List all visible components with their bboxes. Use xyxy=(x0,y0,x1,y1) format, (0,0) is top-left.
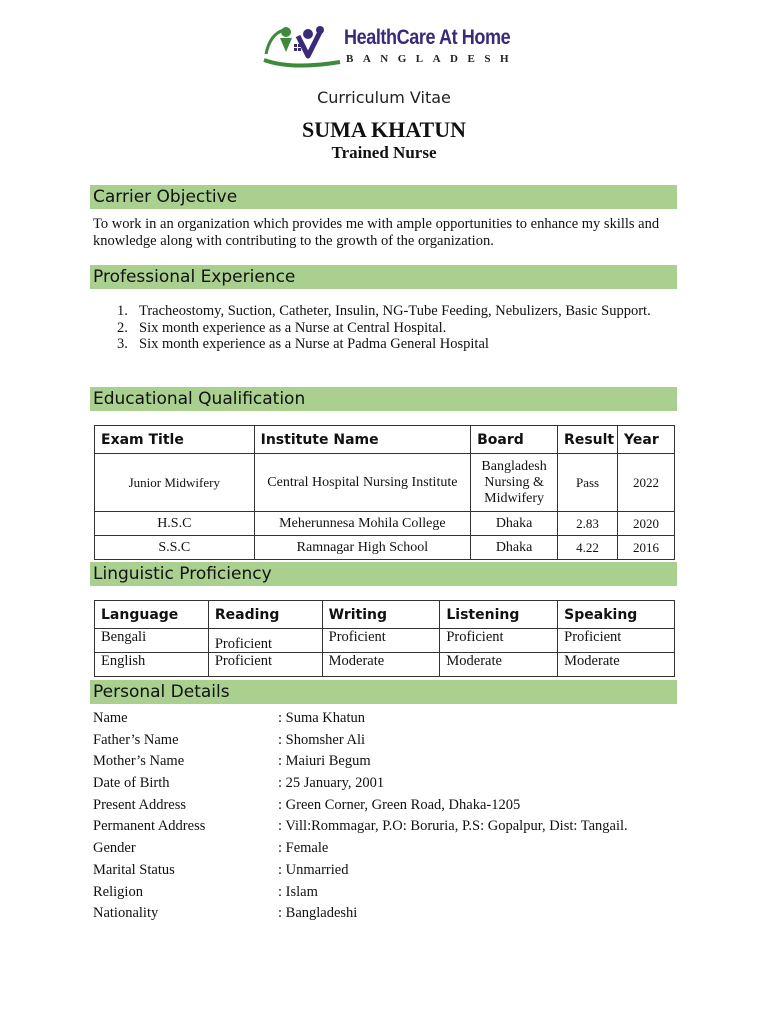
table-cell: 2.83 xyxy=(558,512,618,536)
table-cell: 2020 xyxy=(618,512,675,536)
company-logo xyxy=(262,24,522,72)
candidate-role: Trained Nurse xyxy=(331,143,437,162)
section-languages: Linguistic Proficiency xyxy=(90,562,677,586)
column-header: Writing xyxy=(322,601,440,629)
table-cell: Meherunnesa Mohila College xyxy=(254,512,471,536)
list-number: 2. xyxy=(117,319,128,336)
detail-label: Gender xyxy=(93,840,136,857)
document-label: Curriculum Vitae xyxy=(317,88,451,107)
detail-label: Nationality xyxy=(93,905,159,922)
list-item xyxy=(93,303,653,320)
table-row xyxy=(95,512,675,536)
table-cell: Moderate xyxy=(558,653,675,677)
section-personal: Personal Details xyxy=(90,680,677,704)
language-table xyxy=(94,600,675,677)
column-header: Reading xyxy=(208,601,322,629)
table-cell: 4.22 xyxy=(558,536,618,560)
column-header: Result xyxy=(558,426,618,454)
section-education: Educational Qualification xyxy=(90,387,677,411)
column-header: Speaking xyxy=(558,601,675,629)
detail-value: : Green Corner, Green Road, Dhaka-1205 xyxy=(278,796,521,813)
table-row xyxy=(95,454,675,512)
table-cell: 2022 xyxy=(618,454,675,512)
table-header-row xyxy=(95,426,675,454)
table-cell: Proficient xyxy=(440,629,558,653)
column-header: Board xyxy=(471,426,558,454)
detail-label: Religion xyxy=(93,883,143,900)
detail-value: : Vill:Rommagar, P.O: Boruria, P.S: Gopalpur, Dist: Tangail. xyxy=(278,818,628,835)
objective-text: To work in an organization which provides me with ample opportunities to enhance my skills and knowledge along with contributing to the growth of the organization. xyxy=(93,216,660,249)
table-cell: Central Hospital Nursing Institute xyxy=(254,454,471,512)
candidate-name: SUMA KHATUN xyxy=(302,117,466,142)
detail-label: Permanent Address xyxy=(93,818,206,835)
column-header: Exam Title xyxy=(95,426,255,454)
list-item xyxy=(93,320,653,337)
detail-value: : Unmarried xyxy=(278,861,349,878)
detail-value: : Suma Khatun xyxy=(278,710,365,726)
detail-value: : Maiuri Begum xyxy=(278,753,371,770)
detail-label: Name xyxy=(93,710,128,726)
table-cell: English xyxy=(95,653,209,677)
column-header: Language xyxy=(95,601,209,629)
table-cell: Proficient xyxy=(558,629,675,653)
table-cell: 2016 xyxy=(618,536,675,560)
table-cell: S.S.C xyxy=(95,536,255,560)
brand-country: BANGLADESH xyxy=(346,53,519,65)
table-cell: Bengali xyxy=(95,629,209,653)
table-cell: Dhaka xyxy=(471,536,558,560)
table-cell: Proficient xyxy=(208,653,322,677)
detail-value: : Bangladeshi xyxy=(278,905,358,922)
detail-value: : Shomsher Ali xyxy=(278,731,366,748)
section-experience: Professional Experience xyxy=(90,265,677,289)
brand-name: HealthCare At Home xyxy=(344,26,511,49)
detail-label: Date of Birth xyxy=(93,775,170,792)
detail-label: Father’s Name xyxy=(93,731,179,748)
healthcare-logo-icon xyxy=(262,24,342,70)
table-cell: Ramnagar High School xyxy=(254,536,471,560)
list-text: Tracheostomy, Suction, Catheter, Insulin, NG-Tube Feeding, Nebulizers, Basic Support. xyxy=(139,303,651,319)
detail-label: Marital Status xyxy=(93,861,175,878)
table-cell: Proficient xyxy=(208,629,322,653)
list-text: Six month experience as a Nurse at Padma General Hospital xyxy=(139,336,489,352)
detail-value: : Islam xyxy=(278,883,318,900)
table-row xyxy=(95,629,675,653)
table-row xyxy=(95,536,675,560)
table-cell: H.S.C xyxy=(95,512,255,536)
list-number: 1. xyxy=(117,303,128,319)
table-cell: Dhaka xyxy=(471,512,558,536)
section-objective: Carrier Objective xyxy=(90,185,677,209)
list-text: Six month experience as a Nurse at Central Hospital. xyxy=(139,319,447,336)
column-header: Year xyxy=(618,426,675,454)
table-cell: Pass xyxy=(558,454,618,512)
column-header: Institute Name xyxy=(254,426,471,454)
table-cell: Bangladesh Nursing & Midwifery xyxy=(471,454,558,512)
column-header: Listening xyxy=(440,601,558,629)
table-cell: Moderate xyxy=(440,653,558,677)
detail-value: : 25 January, 2001 xyxy=(278,775,385,792)
list-item xyxy=(93,336,653,353)
detail-value: : Female xyxy=(278,840,329,857)
education-table xyxy=(94,425,675,560)
detail-label: Present Address xyxy=(93,796,187,813)
table-cell: Proficient xyxy=(322,629,440,653)
table-header-row xyxy=(95,601,675,629)
detail-label: Mother’s Name xyxy=(93,753,185,770)
table-row xyxy=(95,653,675,677)
table-cell: Junior Midwifery xyxy=(95,454,255,512)
experience-list xyxy=(93,303,653,353)
list-number: 3. xyxy=(117,336,128,352)
table-cell: Moderate xyxy=(322,653,440,677)
